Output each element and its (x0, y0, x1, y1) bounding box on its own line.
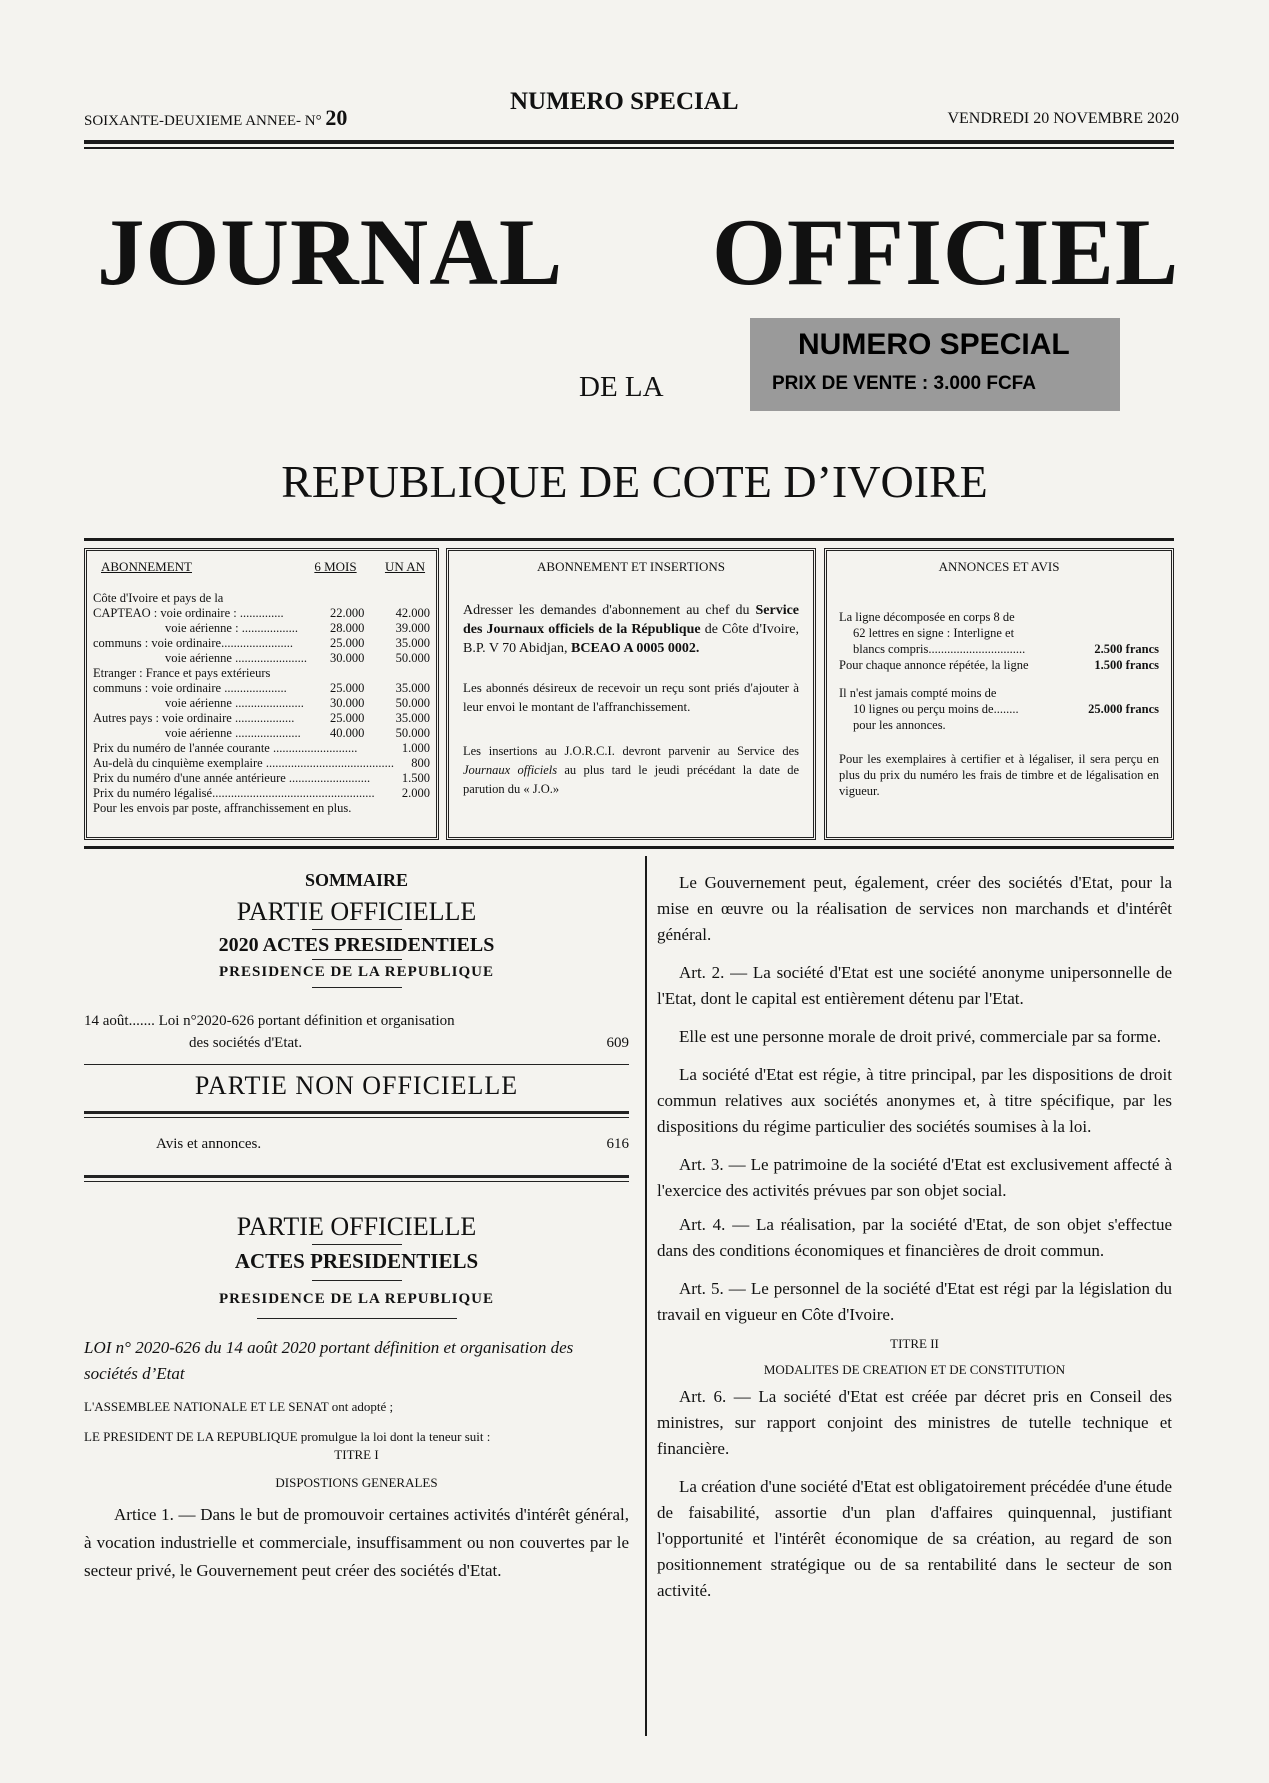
tariff-values (330, 726, 430, 741)
tariff-6mois: 22.000 (330, 606, 365, 620)
p1-bold2: BCEAO A 0005 0002. (571, 641, 700, 656)
tariff-values (402, 786, 430, 801)
tariff-values (402, 771, 430, 786)
tariff-label: voie aérienne ..................... (165, 726, 301, 740)
tariff-row (93, 741, 430, 756)
president-promulgue: LE PRESIDENT DE LA REPUBLIQUE promulgue la loi dont la teneur suit : (84, 1429, 491, 1444)
boxes-rule (84, 846, 1174, 849)
tariff-prices (93, 741, 430, 801)
entry-text-2: des sociétés d'Etat. (189, 1035, 303, 1051)
tariff-6mois: 25.000 (330, 711, 365, 725)
tariff-region-1: Côte d'Ivoire et pays de la (93, 591, 224, 605)
tariff-label: voie aérienne : .................. (165, 621, 298, 635)
col-abonnement: ABONNEMENT (101, 559, 192, 574)
divider (84, 1181, 629, 1182)
body-actes: ACTES PRESIDENTIELS (234, 1249, 479, 1273)
tariff-row (93, 726, 430, 741)
annonces-value-2: 1.500 francs (1094, 658, 1159, 672)
masthead-word-officiel: OFFICIEL (712, 199, 1180, 305)
tariff-label: Autres pays : voie ordinaire ................... (93, 711, 295, 725)
body-partie-officielle: PARTIE OFFICIELLE (236, 1212, 477, 1241)
abonnement-paragraph (463, 601, 799, 658)
annonces-value-1: 2.500 francs (1094, 642, 1159, 656)
insertions-paragraph (463, 742, 799, 799)
tariff-row (93, 651, 430, 666)
tariff-1an: 42.000 (395, 606, 430, 620)
special-edition-badge (750, 318, 1120, 411)
header-rule (84, 140, 1174, 144)
divider (312, 987, 402, 988)
left-body (84, 1212, 629, 1585)
p1-bold: Service des Journaux officiels de la République (463, 603, 800, 637)
p1-start: Adresser les demandes d'abonnement au chef du (463, 603, 750, 618)
right-body (657, 870, 1172, 1604)
loi-title: LOI n° 2020-626 du 14 août 2020 portant définition et organisation des sociétés d’Etat (84, 1338, 574, 1383)
paragraph-regie: La société d'Etat est régie, à titre principal, par les dispositions de droit commun relatives aux sociétés anonymes et, à titre spécifique, par les dispositions du régime particulier des sociétés soumises à la loi. (657, 1065, 1172, 1136)
article-2: Art. 2. — La société d'Etat est une société anonyme unipersonnelle de l'Etat, dont le capital est entièrement détenu par l'Etat. (657, 963, 1172, 1008)
p3-italic: Journaux officiels (463, 763, 558, 777)
badge-title: NUMERO SPECIAL (798, 328, 1070, 361)
tariff-label: Prix du numéro de l'année courante ........................... (93, 741, 358, 755)
tariff-values (330, 606, 430, 621)
republic-title: REPUBLIQUE DE COTE D’IVOIRE (281, 456, 988, 507)
abonnement-insertions-box (446, 548, 816, 840)
tariff-row (93, 696, 430, 711)
article-1: Artice 1. — Dans le but de promouvoir certaines activités d'intérêt général, à vocation industrielle et commerciale, insuffisamment ou non couvertes par le secteur privé, le Gouvernement peut créer des sociétés d'Etat. (84, 1505, 629, 1580)
tariff-row (93, 756, 430, 771)
paragraph-gouvernement: Le Gouvernement peut, également, créer des sociétés d'Etat, pour la mise en œuvre ou la réalisation de services non marchands et d'intérêt général. (657, 873, 1172, 944)
sommaire-section (84, 870, 629, 1182)
tariff-rows-2 (93, 681, 430, 741)
article-5: Art. 5. — Le personnel de la société d'Etat est régi par la législation du travail en vigueur en Côte d'Ivoire. (657, 1279, 1172, 1324)
abonnement-insertions-title: ABONNEMENT ET INSERTIONS (537, 559, 725, 574)
divider (84, 1064, 629, 1065)
p3-a: Les insertions au J.O.R.C.I. devront parvenir au Service des (463, 744, 799, 758)
tariff-values (330, 696, 430, 711)
divider (257, 1318, 457, 1319)
sommaire-partie-non-officielle: PARTIE NON OFFICIELLE (194, 1071, 519, 1100)
tariff-price: 2.000 (401, 786, 430, 800)
annonces-line-2: 62 lettres en signe : Interligne et (853, 626, 1015, 640)
masthead-title (97, 199, 1180, 305)
tariff-price: 800 (411, 756, 430, 770)
entry-text-1: Loi n°2020-626 portant définition et organisation (158, 1013, 455, 1029)
tariff-label: Prix du numéro légalisé.................................................... (93, 786, 375, 800)
masthead-de-la: DE LA (579, 371, 664, 403)
tariff-1an: 50.000 (395, 696, 430, 710)
divider (312, 1244, 402, 1245)
tariff-label: communs : voie ordinaire .................... (93, 681, 287, 695)
annonces-line-5: Il n'est jamais compté moins de (839, 686, 997, 700)
tariff-values (402, 741, 430, 756)
avis-page: 616 (606, 1136, 629, 1152)
article-4: Art. 4. — La réalisation, par la société d'Etat, de son objet s'effectue dans des conditions économiques et financières de droit commun. (657, 1215, 1172, 1260)
col-1an: UN AN (384, 559, 426, 574)
divider (84, 1175, 629, 1178)
tariff-row (93, 621, 430, 636)
p1-mid: de Côte d'Ivoire, B.P. V 70 Abidjan, (463, 622, 800, 656)
sommaire-actes: 2020 ACTES PRESIDENTIELS (218, 934, 495, 956)
col-6mois: 6 MOIS (314, 559, 357, 574)
postal-note: Pour les envois par poste, affranchissement en plus. (93, 801, 352, 815)
tariff-label: communs : voie ordinaire....................... (93, 636, 293, 650)
entry-date: 14 août....... (84, 1013, 155, 1029)
avis-label: Avis et annonces. (156, 1136, 262, 1152)
divider (312, 959, 402, 960)
tariff-values (330, 636, 430, 651)
masthead-word-journal: JOURNAL (97, 199, 564, 305)
tariff-label: Prix du numéro d'une année antérieure .......................... (93, 771, 371, 785)
recu-paragraph: Les abonnés désireux de recevoir un reçu sont priés d'ajouter à leur envoi le montant de l'affranchissement. (463, 680, 799, 714)
tariff-region-2: Etranger : France et pays extérieurs (93, 666, 271, 680)
year-label: SOIXANTE-DEUXIEME ANNEE- N° (84, 113, 322, 129)
annonces-line-4: Pour chaque annonce répétée, la ligne (839, 658, 1029, 672)
tariff-row (93, 636, 430, 651)
tariff-values (411, 756, 430, 771)
modalites-heading: MODALITES DE CREATION ET DE CONSTITUTION (763, 1362, 1066, 1377)
paragraph-personne-morale: Elle est une personne morale de droit privé, commerciale par sa forme. (679, 1027, 1161, 1046)
entry-page: 609 (606, 1035, 629, 1051)
tariff-values (330, 711, 430, 726)
issue-line (84, 105, 347, 131)
annonces-title: ANNONCES ET AVIS (938, 559, 1060, 574)
tariff-price: 1.000 (401, 741, 430, 755)
tariff-1an: 35.000 (395, 711, 430, 725)
tariff-row (93, 771, 430, 786)
tariff-label: CAPTEAO : voie ordinaire : .............. (93, 606, 284, 620)
tariff-6mois: 40.000 (330, 726, 365, 740)
dispositions-generales: DISPOSTIONS GENERALES (275, 1475, 438, 1490)
tariff-row (93, 786, 430, 801)
tariff-row (93, 681, 430, 696)
sommaire-presidence: PRESIDENCE DE LA REPUBLIQUE (219, 964, 494, 980)
tariff-1an: 50.000 (395, 651, 430, 665)
divider (84, 1111, 629, 1114)
tariff-1an: 50.000 (395, 726, 430, 740)
tariff-6mois: 30.000 (330, 651, 365, 665)
annonces-line-6: 10 lignes ou perçu moins de........ (853, 702, 1019, 716)
tariff-label: Au-delà du cinquième exemplaire ......................................... (93, 756, 394, 770)
tariff-values (330, 651, 430, 666)
tariff-label: voie aérienne ...................... (165, 696, 304, 710)
annonces-line-7: pour les annonces. (853, 718, 946, 732)
tariff-6mois: 25.000 (330, 681, 365, 695)
sommaire-entry (84, 1010, 629, 1054)
titre-1: TITRE I (334, 1447, 379, 1462)
column-divider (645, 856, 647, 1736)
annonces-box (824, 548, 1174, 840)
tariff-values (330, 621, 430, 636)
divider (84, 1117, 629, 1118)
tariff-row (93, 711, 430, 726)
tariff-6mois: 30.000 (330, 696, 365, 710)
titre-2: TITRE II (890, 1336, 939, 1351)
badge-price: PRIX DE VENTE : 3.000 FCFA (772, 373, 1036, 394)
p3-b: au plus tard le jeudi précédant la date de parution du « J.O.» (463, 763, 799, 796)
annonces-value-3: 25.000 francs (1088, 702, 1159, 716)
paragraph-faisabilite: La création d'une société d'Etat est obligatoirement précédée d'une étude de faisabilité, assortie d'un plan d'affaires quinquennal, justifiant l'opportunité et l'intérêt économique de sa création, au regard de son positionnement stratégique ou de sa rentabilité dans le secteur de son activité. (657, 1477, 1172, 1600)
tariff-rows-1 (93, 606, 430, 666)
tariff-1an: 35.000 (395, 636, 430, 650)
article-6: Art. 6. — La société d'Etat est créée par décret pris en Conseil des ministres, sur rapport conjoint des ministres de tutelle technique et financière. (657, 1387, 1172, 1458)
header-rule-thin (84, 147, 1174, 149)
annonces-line-3: blancs compris............................... (853, 642, 1026, 656)
tariff-label: voie aérienne ....................... (165, 651, 307, 665)
tariff-price: 1.500 (401, 771, 430, 785)
sommaire-title: SOMMAIRE (305, 870, 408, 890)
tariff-1an: 39.000 (395, 621, 430, 635)
assemblee-adopte: L'ASSEMBLEE NATIONALE ET LE SENAT ont adopté ; (84, 1399, 394, 1414)
annonces-line-8: Pour les exemplaires à certifier et à légaliser, il sera perçu en plus du prix du numéro les frais de timbre et de légalisation en vigueur. (839, 752, 1159, 798)
issue-date: VENDREDI 20 NOVEMBRE 2020 (947, 110, 1179, 127)
divider (312, 929, 402, 930)
tariff-values (330, 681, 430, 696)
tariff-6mois: 28.000 (330, 621, 365, 635)
article-3: Art. 3. — Le patrimoine de la société d'Etat est exclusivement affecté à l'exercice des activités prévues par son objet social. (657, 1155, 1172, 1200)
tariff-row (93, 606, 430, 621)
tariff-1an: 35.000 (395, 681, 430, 695)
issue-number: 20 (325, 105, 348, 130)
masthead-rule (84, 538, 1174, 541)
edition-label: NUMERO SPECIAL (510, 88, 739, 115)
body-presidence: PRESIDENCE DE LA REPUBLIQUE (219, 1291, 494, 1307)
divider (312, 1280, 402, 1281)
sommaire-partie-officielle: PARTIE OFFICIELLE (236, 897, 477, 926)
subscription-box (84, 548, 439, 840)
tariff-6mois: 25.000 (330, 636, 365, 650)
annonces-line-1: La ligne décomposée en corps 8 de (839, 610, 1015, 624)
